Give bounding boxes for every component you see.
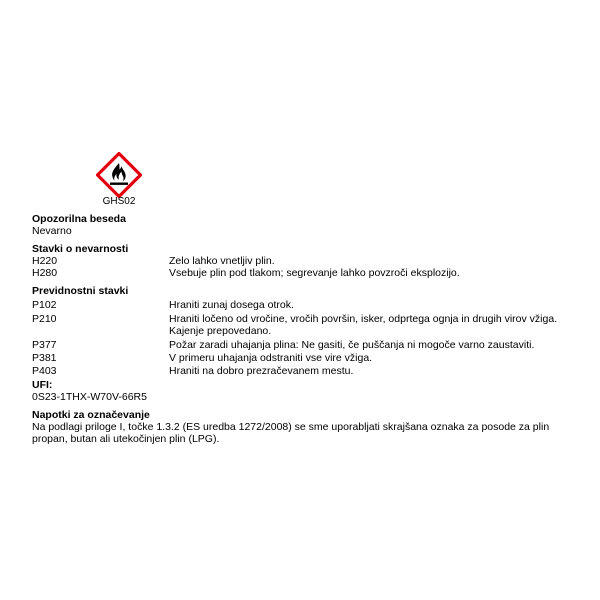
statement-code: H220: [32, 255, 58, 267]
signal-word-heading: Opozorilna beseda: [32, 213, 126, 225]
statement-text: Požar zaradi uhajanja plina: Ne gasiti, če puščanja ni mogoče varno zaustaviti.: [169, 339, 535, 351]
precautionary-statement-row: [32, 365, 572, 377]
ufi-value: 0S23-1THX-W70V-66R5: [32, 391, 147, 403]
hazard-statement-row: [32, 267, 572, 279]
statement-code: P381: [32, 352, 57, 364]
statement-code: P377: [32, 339, 57, 351]
precautionary-statement-row: [32, 339, 572, 351]
signal-word-value: Nevarno: [32, 225, 72, 237]
statement-text: Hraniti ločeno od vročine, vročih površin, isker, odprtega ognja in drugih virov vžiga.: [169, 313, 558, 325]
precautionary-statement-row: [32, 313, 572, 337]
precautionary-statement-row: [32, 352, 572, 364]
hazard-statements-section: [32, 243, 572, 279]
statement-text: Vsebuje plin pod tlakom; segrevanje lahko povzroči eksplozijo.: [169, 267, 460, 279]
labelling-notes-line: propan, butan ali utekočinjen plin (LPG).: [32, 433, 220, 445]
flame-icon: [96, 152, 142, 198]
statement-text-block: [169, 313, 572, 337]
statement-code: P403: [32, 365, 57, 377]
statement-text-continued: Kajenje prepovedano.: [169, 325, 272, 337]
labelling-notes-section: [32, 409, 572, 445]
precautionary-statements-heading: Previdnostni stavki: [32, 285, 129, 297]
statement-text: Zelo lahko vnetljiv plin.: [169, 255, 275, 267]
ufi-section: [32, 379, 572, 403]
statement-code: P210: [32, 313, 57, 325]
statement-text: V primeru uhajanja odstraniti vse vire vžiga.: [169, 352, 373, 364]
hazard-statement-row: [32, 255, 572, 267]
ufi-heading: UFI:: [32, 379, 53, 391]
statement-text: Hraniti na dobro prezračevanem mestu.: [169, 365, 354, 377]
precautionary-statement-row: [32, 299, 572, 311]
statement-code: P102: [32, 299, 57, 311]
labelling-notes-heading: Napotki za označevanje: [32, 409, 150, 421]
precautionary-statements-section: [32, 285, 572, 377]
signal-word-section: [32, 213, 572, 237]
labelling-notes-line: Na podlagi priloge I, točke 1.3.2 (ES uredba 1272/2008) se sme uporabljati skrajšana oznaka za posode za plin: [32, 421, 550, 433]
statement-code: H280: [32, 267, 58, 279]
statement-text: Hraniti zunaj dosega otrok.: [169, 299, 294, 311]
hazard-statements-heading: Stavki o nevarnosti: [32, 243, 129, 255]
pictogram-code: GHS02: [102, 196, 136, 207]
